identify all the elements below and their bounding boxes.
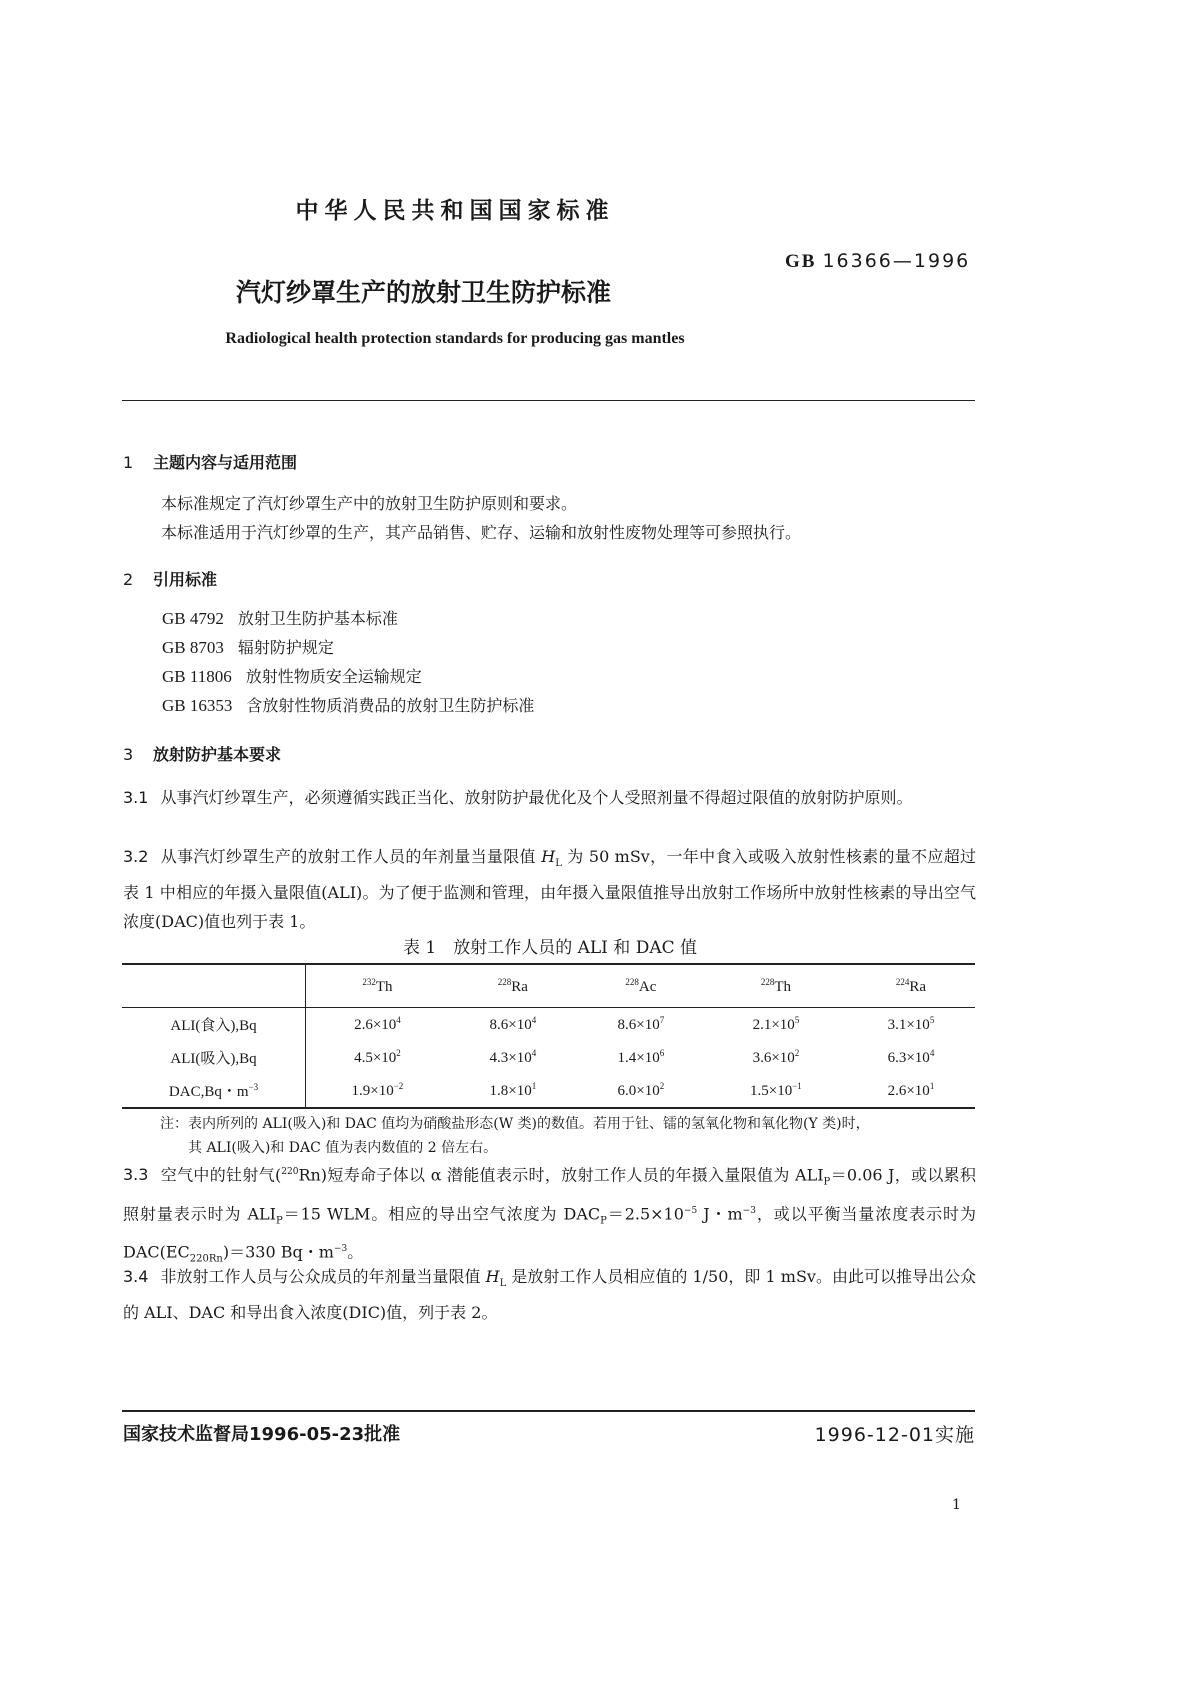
reference-item xyxy=(162,606,398,629)
exponent: 5 xyxy=(794,1015,800,1025)
element-symbol: Ac xyxy=(638,978,657,995)
clause-text: 是放射工作人员相应值的 1/50，即 1 mSv。由此可以推导出公众的 ALI、DAC 和导出食入浓度(DIC)值，列于表 2。 xyxy=(123,1267,976,1323)
mantissa: 4.3×10 xyxy=(489,1050,532,1066)
mantissa: 1.8×10 xyxy=(489,1083,532,1099)
table-note-cont: 其 ALI(吸入)和 DAC 值为表内数值的 2 倍左右。 xyxy=(188,1140,498,1156)
clause-text: 从事汽灯纱罩生产的放射工作人员的年剂量当量限值 xyxy=(160,847,542,866)
clause-text: 。 xyxy=(347,1242,364,1262)
section-title: 放射防护基本要求 xyxy=(153,745,282,764)
exponent: 6 xyxy=(659,1048,665,1058)
clause-number: 3.2 xyxy=(123,847,149,866)
exponent: 2 xyxy=(659,1081,665,1091)
reference-item xyxy=(162,635,334,658)
mantissa: 2.1×10 xyxy=(752,1017,795,1033)
reference-code: GB 11806 xyxy=(162,667,232,686)
clause-text: )＝330 Bq・m xyxy=(222,1242,334,1262)
table-cell xyxy=(577,1008,705,1042)
row-label xyxy=(122,1008,306,1042)
section-1-heading xyxy=(123,450,297,473)
exponent: 2 xyxy=(794,1048,800,1058)
reference-name: 辐射防护规定 xyxy=(237,638,334,657)
mass-number: 228 xyxy=(760,976,775,987)
clause-number: 3.4 xyxy=(123,1267,149,1286)
table-cell xyxy=(577,1074,705,1108)
clause-number: 3.1 xyxy=(123,788,149,807)
table-cell xyxy=(306,1074,449,1108)
symbol: H xyxy=(541,847,556,866)
subscript: P xyxy=(275,1215,283,1227)
exponent: 5 xyxy=(929,1015,935,1025)
row-label xyxy=(122,1041,306,1074)
clause-text: J・m xyxy=(697,1203,743,1223)
exponent: 1 xyxy=(929,1081,935,1091)
table-row xyxy=(122,1041,975,1074)
section-2-heading xyxy=(123,567,217,590)
mass-number: 232 xyxy=(362,976,376,987)
table-cell xyxy=(705,1008,847,1042)
mantissa: 4.5×10 xyxy=(354,1050,397,1066)
table-cell xyxy=(577,1041,705,1074)
table-cell xyxy=(449,1041,577,1074)
clause-text: ＝15 WLM。相应的导出空气浓度为 DAC xyxy=(282,1203,601,1223)
clause-text: 从事汽灯纱罩生产，必须遵循实践正当化、放射防护最优化及个人受照剂量不得超过限值的放射防护原则。 xyxy=(160,788,913,807)
clause-text: 非放射工作人员与公众成员的年剂量当量限值 xyxy=(160,1267,486,1286)
exponent: 7 xyxy=(659,1015,665,1025)
column-header-nuclide xyxy=(306,964,449,1008)
superscript: 220 xyxy=(281,1167,299,1177)
table-cell xyxy=(306,1008,449,1042)
table-cell xyxy=(449,1074,577,1108)
table-cell xyxy=(847,1074,975,1108)
footer-divider xyxy=(122,1410,975,1412)
mantissa: 2.6×10 xyxy=(887,1083,930,1099)
element-symbol: Th xyxy=(375,978,393,995)
exponent: 4 xyxy=(929,1048,935,1058)
table-cell xyxy=(449,1008,577,1042)
element-symbol: Ra xyxy=(909,978,927,995)
subscript: P xyxy=(600,1215,607,1227)
clause-text: ＝0.06 J，或以累积照射量表示时为 ALI xyxy=(123,1165,976,1223)
row-label-exp: −3 xyxy=(248,1082,259,1092)
mantissa: 6.3×10 xyxy=(887,1050,930,1066)
element-symbol: Ra xyxy=(511,978,528,995)
mantissa: 1.4×10 xyxy=(617,1050,660,1066)
corner-cell xyxy=(122,964,306,1008)
subscript: P xyxy=(823,1176,831,1188)
table-caption: 表 1 放射工作人员的 ALI 和 DAC 值 xyxy=(402,938,698,958)
paragraph: 本标准适用于汽灯纱罩的生产，其产品销售、贮存、运输和放射性废物处理等可参照执行。 xyxy=(161,523,802,542)
row-label-text: ALI(吸入),Bq xyxy=(170,1051,257,1067)
title-en: Radiological health protection standards for producing gas mantles xyxy=(225,330,685,347)
mantissa: 1.5×10 xyxy=(750,1083,793,1099)
mantissa: 6.0×10 xyxy=(617,1083,660,1099)
section-3-heading xyxy=(123,742,281,765)
exponent: 2 xyxy=(396,1048,401,1058)
mass-number: 228 xyxy=(625,976,639,987)
clause-text: Rn)短寿命子体以 α 潜能值表示时，放射工作人员的年摄入量限值为 ALI xyxy=(298,1165,824,1185)
table-cell xyxy=(705,1074,847,1108)
column-header-nuclide xyxy=(449,964,577,1008)
clause-text: 为 50 mSv，一年中食入或吸入放射性核素的量不应超过表 1 中相应的年摄入量限值(ALI)。为了便于监测和管理，由年摄入量限值推导出放射工作场所中放射性核素的导出空气浓度(DAC)值也列于表 1。 xyxy=(123,847,976,932)
row-label-text: DAC,Bq・m xyxy=(168,1084,249,1100)
table-row xyxy=(122,1008,975,1042)
row-label-text: ALI(食入),Bq xyxy=(170,1018,257,1034)
clause-3-4 xyxy=(123,1262,976,1327)
national-standard-heading: 中华人民共和国国家标准 xyxy=(295,198,615,224)
header-divider xyxy=(122,400,975,401)
clause-text: 空气中的钍射气( xyxy=(160,1165,282,1185)
exponent: −2 xyxy=(393,1081,404,1091)
column-header-nuclide xyxy=(705,964,847,1008)
superscript: −3 xyxy=(742,1205,756,1216)
table-row xyxy=(122,1074,975,1108)
clause-3-2 xyxy=(123,842,976,936)
exponent: 4 xyxy=(531,1048,537,1058)
section-number: 2 xyxy=(123,570,134,589)
mass-number: 228 xyxy=(497,976,512,987)
clause-3-3 xyxy=(123,1158,976,1274)
row-label xyxy=(122,1074,306,1108)
subscript: 220Rn xyxy=(189,1253,223,1265)
standard-number xyxy=(785,250,970,273)
column-header-nuclide xyxy=(847,964,975,1008)
reference-item xyxy=(162,664,422,687)
exponent: 1 xyxy=(531,1081,537,1091)
title-cn: 汽灯纱罩生产的放射卫生防护标准 xyxy=(236,278,612,307)
mantissa: 8.6×10 xyxy=(489,1017,532,1033)
clause-3-1 xyxy=(123,783,976,812)
mantissa: 3.1×10 xyxy=(887,1017,930,1033)
reference-name: 放射性物质安全运输规定 xyxy=(245,667,422,686)
section-title: 主题内容与适用范围 xyxy=(153,453,298,472)
reference-item xyxy=(162,693,534,716)
mantissa: 3.6×10 xyxy=(752,1050,795,1066)
table-cell xyxy=(705,1041,847,1074)
implementation-date: 1996-12-01实施 xyxy=(814,1424,975,1446)
reference-name: 放射卫生防护基本标准 xyxy=(237,609,398,628)
mass-number: 224 xyxy=(895,976,910,987)
table-cell xyxy=(847,1008,975,1042)
reference-name: 含放射性物质消费品的放射卫生防护标准 xyxy=(246,696,535,715)
column-header-nuclide xyxy=(577,964,705,1008)
reference-code: GB 4792 xyxy=(162,609,224,628)
mantissa: 2.6×10 xyxy=(354,1017,397,1033)
section-number: 3 xyxy=(123,745,134,764)
mantissa: 1.9×10 xyxy=(351,1083,394,1099)
reference-code: GB 16353 xyxy=(162,696,233,715)
table-note: 注：表内所列的 ALI(吸入)和 DAC 值均为硝酸盐形态(W 类)的数值。若用于钍、镭的氢氧化物和氧化物(Y 类)时， xyxy=(160,1116,870,1132)
element-symbol: Th xyxy=(774,978,791,995)
table-cell xyxy=(847,1041,975,1074)
clause-text: ＝2.5×10 xyxy=(606,1203,684,1223)
superscript: −3 xyxy=(333,1244,348,1255)
exponent: 4 xyxy=(396,1015,401,1025)
approval-date: 国家技术监督局1996-05-23批准 xyxy=(123,1424,401,1445)
clause-number: 3.3 xyxy=(123,1165,149,1185)
exponent: 4 xyxy=(531,1015,537,1025)
symbol: H xyxy=(485,1267,500,1286)
gb-number: 16366—1996 xyxy=(822,250,971,272)
subscript: L xyxy=(499,1278,507,1290)
table-ali-dac xyxy=(122,963,975,1109)
paragraph: 本标准规定了汽灯纱罩生产中的放射卫生防护原则和要求。 xyxy=(161,494,578,513)
reference-code: GB 8703 xyxy=(162,638,224,657)
section-number: 1 xyxy=(123,453,134,472)
page-number: 1 xyxy=(952,1497,961,1513)
table-cell xyxy=(306,1041,449,1074)
mantissa: 8.6×10 xyxy=(617,1017,660,1033)
subscript: L xyxy=(555,858,562,870)
superscript: −5 xyxy=(683,1205,698,1216)
clause-text: ，或以平衡当量浓度表示时为 DAC(EC xyxy=(123,1203,976,1262)
exponent: −1 xyxy=(792,1081,802,1091)
section-title: 引用标准 xyxy=(153,570,218,589)
gb-prefix: GB xyxy=(785,251,817,272)
